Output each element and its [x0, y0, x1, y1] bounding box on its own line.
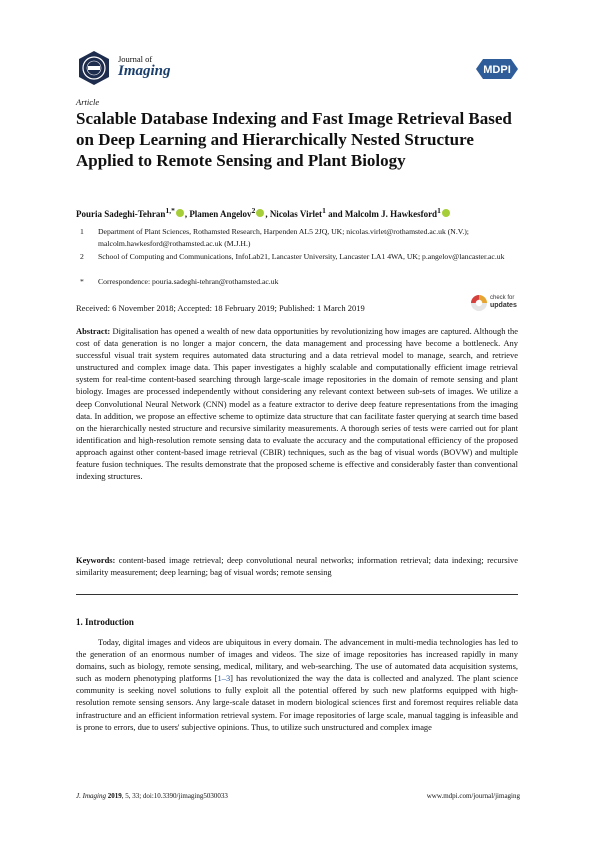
intro-text: ] has revolutionized the way the data is collected and analyzed. The plant science community is seeking novel solutions to fully exploit all the potential offered by such new platforms equipped with high-resolution remote sensing sensors. Any large-scale dataset in modern biological sciences first and foremost requires reliable data infrastructure and an efficient information retrieval system. For image repositories of large scale, manual tagging is infeasible and is prone to errors, due to users' subjective opinions. Thus, to utilize such unstructured and complex image — [76, 673, 518, 732]
section-divider — [76, 594, 518, 595]
author-affiliation-mark: 1 — [437, 206, 441, 215]
orcid-icon[interactable] — [176, 209, 184, 217]
keywords — [76, 554, 518, 578]
keywords-text: content-based image retrieval; deep convolutional neural networks; information retrieval; data indexing; recursive similarity measurement; deep learning; bag of visual words; remote sensing — [76, 555, 519, 578]
author-name: Pouria Sadeghi-Tehran — [76, 209, 166, 219]
check-for-updates-button[interactable] — [470, 293, 525, 313]
introduction-paragraph — [76, 636, 518, 733]
author-name: Malcolm J. Hawkesford — [344, 209, 438, 219]
footer-citation — [76, 792, 228, 800]
affiliation-mark: * — [80, 277, 84, 286]
svg-text:MDPI: MDPI — [483, 64, 511, 76]
footer-doi: , 5, 33; doi:10.3390/jimaging5030033 — [121, 792, 228, 800]
citation-link[interactable]: 1–3 — [217, 673, 231, 684]
abstract — [76, 325, 518, 482]
footer-journal: J. Imaging — [76, 792, 106, 800]
author-affiliation-mark: 2 — [251, 206, 256, 215]
affiliation-text: Correspondence: pouria.sadeghi-tehran@rothamsted.ac.uk — [98, 277, 279, 286]
author-list: Pouria Sadeghi-Tehran$^{1,*}$ , Plamen Angelov$^2$ , Nicolas Virlet$^1$ and Malcolm J. Hawkesford$^1$ — [76, 206, 536, 219]
affiliation-mark: 2 — [80, 252, 84, 261]
author-affiliation-mark: 1 — [322, 206, 326, 215]
affiliation-mark: 1 — [80, 227, 84, 236]
author-name: Nicolas Virlet — [269, 209, 323, 219]
mdpi-logo-icon — [475, 58, 519, 80]
intro-text: Today, digital images and videos are ubiquitous in every domain. The advancement in multi-media technologies has led to the generation of an enormous number of images and videos. The size of image repositories has increased rapidly in many domains, such as biology, remote sensing, medical, military, and web-searching. The use of automated data acquisition systems, such as modern phenotyping platforms [ — [76, 637, 518, 684]
affiliation-text: Department of Plant Sciences, Rothamsted Research, Harpenden AL5 2JQ, UK; nicolas.virlet@rothamsted.ac.uk (N.V.); malcolm.hawkesford@rothamsted.ac.uk (M.J.H.) — [98, 227, 469, 248]
journal-seal-icon — [76, 50, 112, 86]
authors-conjunction: and — [328, 209, 343, 219]
check-updates-line2: updates — [490, 302, 517, 309]
section-heading: 1. Introduction — [76, 617, 134, 627]
article-type: Article — [76, 97, 100, 107]
check-updates-line1: check for — [490, 295, 515, 301]
author-affiliation-mark: 1,* — [165, 206, 175, 215]
journal-name: Imaging — [118, 63, 171, 79]
paper-title: Scalable Database Indexing and Fast Image Retrieval Based on Deep Learning and Hierarchically Nested Structure Applied to Remote Sensing and Plant Biology — [76, 109, 512, 170]
abstract-label: Abstract: — [76, 326, 111, 336]
check-updates-icon — [470, 293, 488, 313]
orcid-icon[interactable] — [256, 209, 264, 217]
affiliation-text: School of Computing and Communications, InfoLab21, Lancaster University, Lancaster LA1 4WA, UK; p.angelov@lancaster.ac.uk — [98, 252, 505, 261]
publication-dates: Received: 6 November 2018; Accepted: 18 February 2019; Published: 1 March 2019 — [76, 303, 365, 313]
footer-journal-url[interactable]: www.mdpi.com/journal/jimaging — [426, 792, 520, 800]
author-name: Plamen Angelov — [189, 209, 252, 219]
abstract-text: Digitalisation has opened a wealth of new data opportunities by revolutionizing how images are captured. Although the cost of data generation is no longer a major concern, the data management and processing have become a bottleneck. Any successful visual trait system requires automated data structuring and a data retrieval model to manage, search, and retrieve unstructured and complex image data. This paper investigates a highly scalable and computationally efficient image retrieval system for real-time content-based searching through large-scale image repositories in the domain of remote sensing and plant biology. Images are processed independently without considering any relevant context between sub-sets of images. We utilize a deep Convolutional Neural Network (CNN) model as a feature extractor to derive deep feature representations from the imaging data. In addition, we propose an effective scheme to optimize data structure that can facilitate faster querying at search time based on the hierarchically nested structure and recursive similarity measurements. A thorough series of tests were carried out for plant identification and high-resolution remote sensing data to evaluate the accuracy and the computational efficiency of the proposed approach against other content-based image retrieval (CBIR) techniques, such as the bag of visual words (BOVW) and multiple feature fusion techniques. The results demonstrate that the proposed scheme is effective and considerably faster than conventional indexing structures. — [76, 326, 518, 482]
footer-year: 2019 — [107, 792, 122, 800]
orcid-icon[interactable] — [442, 209, 450, 217]
journal-prefix: Journal of — [118, 54, 153, 64]
keywords-label: Keywords: — [76, 555, 116, 565]
